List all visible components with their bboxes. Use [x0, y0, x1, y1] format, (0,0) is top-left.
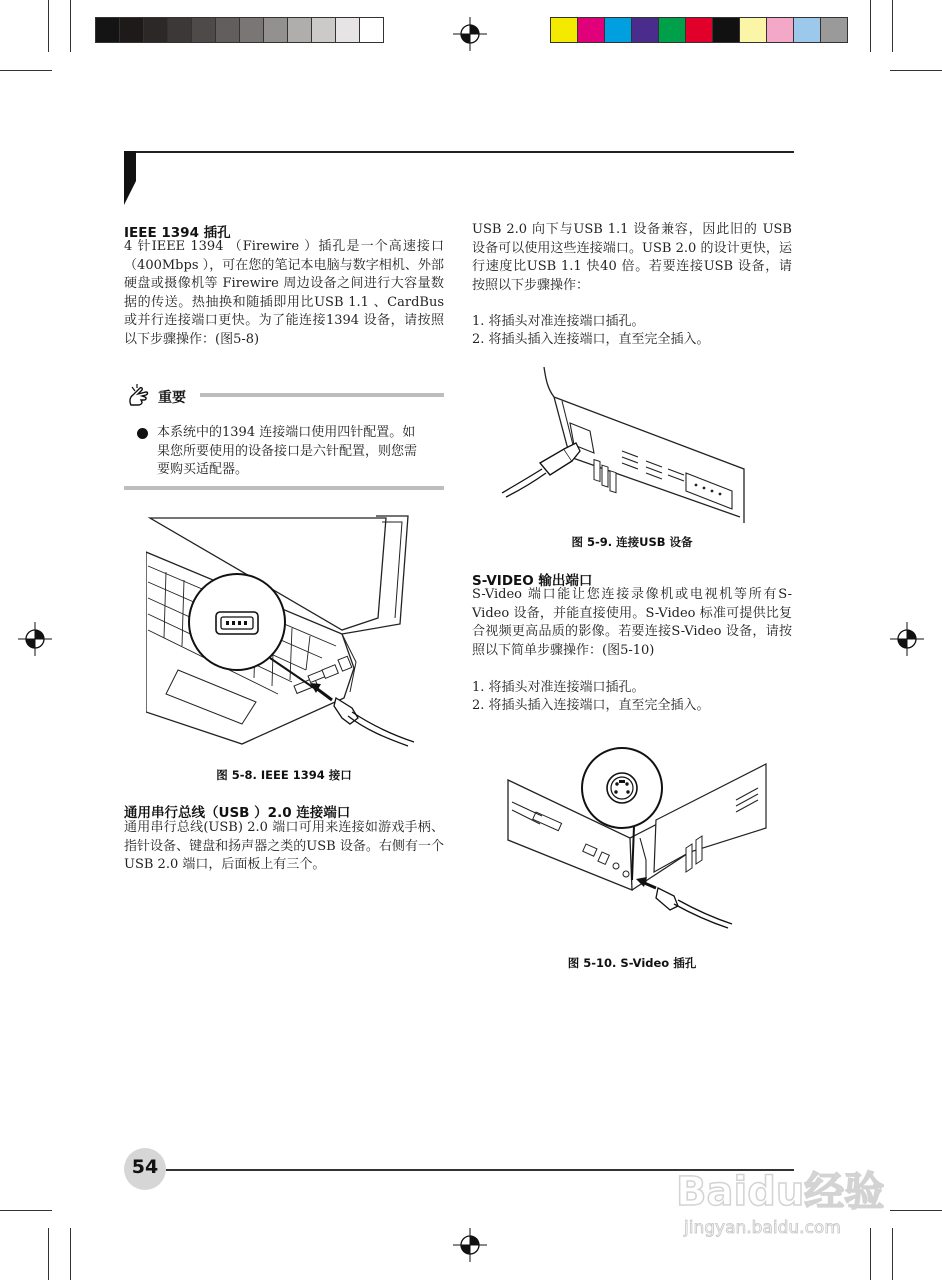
registration-mark-left — [18, 622, 52, 656]
svideo-step-1: 1. 将插头对准连接端口插孔。 — [472, 680, 645, 695]
color-swatch — [216, 18, 239, 42]
color-swatch — [192, 18, 215, 42]
color-swatch — [288, 18, 311, 42]
important-label: 重要 — [158, 390, 186, 406]
color-swatch — [120, 18, 143, 42]
color-swatch — [686, 18, 712, 42]
usb-heading: 通用串行总线（USB ）2.0 连接端口 — [124, 805, 351, 821]
registration-mark-right — [890, 622, 924, 656]
usb-paragraph-left: 通用串行总线(USB) 2.0 端口可用来连接如游戏手柄、指针设备、键盘和扬声器之类的USB 设备。右侧有一个 USB 2.0 端口，后面板上有三个。 — [124, 820, 444, 872]
ieee1394-paragraph: 4 针IEEE 1394 （Firewire ）插孔是一个高速接口（400Mbps ），可在您的笔记本电脑与数字相机、外部硬盘或摄像机等 Firewire 周边设备之间进行大容量数据的传送。热抽换和随插即用比USB 1.1 、CardBus 或并行连接端口更快。为了能连接1394 设备，请按照以下步骤操作：(图5-8) — [124, 239, 444, 347]
color-swatch — [578, 18, 604, 42]
crop-mark — [870, 1228, 871, 1280]
usb-step-1: 1. 将插头对准连接端口插孔。 — [472, 314, 645, 329]
important-note-text: 本系统中的1394 连接端口使用四针配置。如果您所要使用的设备接口是六针配置，则您需要购买适配器。 — [157, 425, 418, 477]
crop-mark — [0, 70, 52, 71]
crop-mark — [0, 1210, 52, 1211]
usb-paragraph-right: USB 2.0 向下与USB 1.1 设备兼容，因此旧的 USB 设备可以使用这些连接端口。USB 2.0 的设计更快，运行速度比USB 1.1 快40 倍。若要连接USB 设备，请按照以下步骤操作： — [472, 222, 792, 293]
color-swatch — [632, 18, 658, 42]
important-bottom-bar — [124, 486, 444, 490]
color-swatch — [821, 18, 847, 42]
color-swatch — [659, 18, 685, 42]
svideo-heading: S-VIDEO 输出端口 — [472, 573, 593, 589]
figure-svideo-illustration — [506, 740, 770, 930]
color-swatch — [168, 18, 191, 42]
svideo-paragraph: S-Video 端口能让您连接录像机或电视机等所有S-Video 设备，并能直接使用。S-Video 标准可提供比复合视频更高品质的影像。若要连接S-Video 设备，请按照以下简单步骤操作：(图5-10) — [472, 587, 792, 658]
color-swatch — [144, 18, 167, 42]
usb-step-2: 2. 将插头插入连接端口，直至完全插入。 — [472, 332, 710, 347]
color-swatch — [312, 18, 335, 42]
figure-5-9-caption: 图 5-9. 连接USB 设备 — [571, 535, 693, 549]
crop-mark — [70, 1228, 71, 1280]
svideo-step-2: 2. 将插头插入连接端口，直至完全插入。 — [472, 698, 710, 713]
color-swatch — [336, 18, 359, 42]
crop-mark — [870, 0, 871, 52]
crop-mark — [48, 0, 49, 52]
color-swatch — [551, 18, 577, 42]
page-number: 54 — [131, 1156, 159, 1178]
important-top-bar — [200, 393, 444, 397]
color-swatch — [96, 18, 119, 42]
registration-mark-top — [453, 17, 487, 51]
color-swatch — [713, 18, 739, 42]
crop-mark — [890, 70, 942, 71]
crop-mark — [892, 1228, 893, 1280]
color-swatch — [605, 18, 631, 42]
crop-mark — [892, 0, 893, 52]
color-swatch — [740, 18, 766, 42]
header-tab-marker — [123, 151, 139, 207]
watermark-brand: Baidu经验 — [676, 1169, 885, 1215]
figure-5-10-caption: 图 5-10. S-Video 插孔 — [567, 956, 697, 970]
color-swatch — [264, 18, 287, 42]
ieee1394-heading: IEEE 1394 插孔 — [124, 225, 231, 241]
color-swatch — [240, 18, 263, 42]
crop-mark — [890, 1210, 942, 1211]
pointing-hand-icon — [126, 383, 152, 409]
bullet-icon — [137, 428, 148, 439]
registration-mark-bottom — [453, 1228, 487, 1262]
figure-5-8-caption: 图 5-8. IEEE 1394 接口 — [216, 768, 352, 782]
watermark-url: jingyan.baidu.com — [684, 1218, 841, 1238]
color-swatch — [360, 18, 383, 42]
figure-usb-illustration — [500, 365, 746, 525]
figure-ieee1394-illustration — [146, 512, 416, 748]
crop-mark — [48, 1228, 49, 1280]
crop-mark — [70, 0, 71, 52]
header-rule — [124, 151, 794, 153]
color-swatch — [794, 18, 820, 42]
color-swatch — [767, 18, 793, 42]
